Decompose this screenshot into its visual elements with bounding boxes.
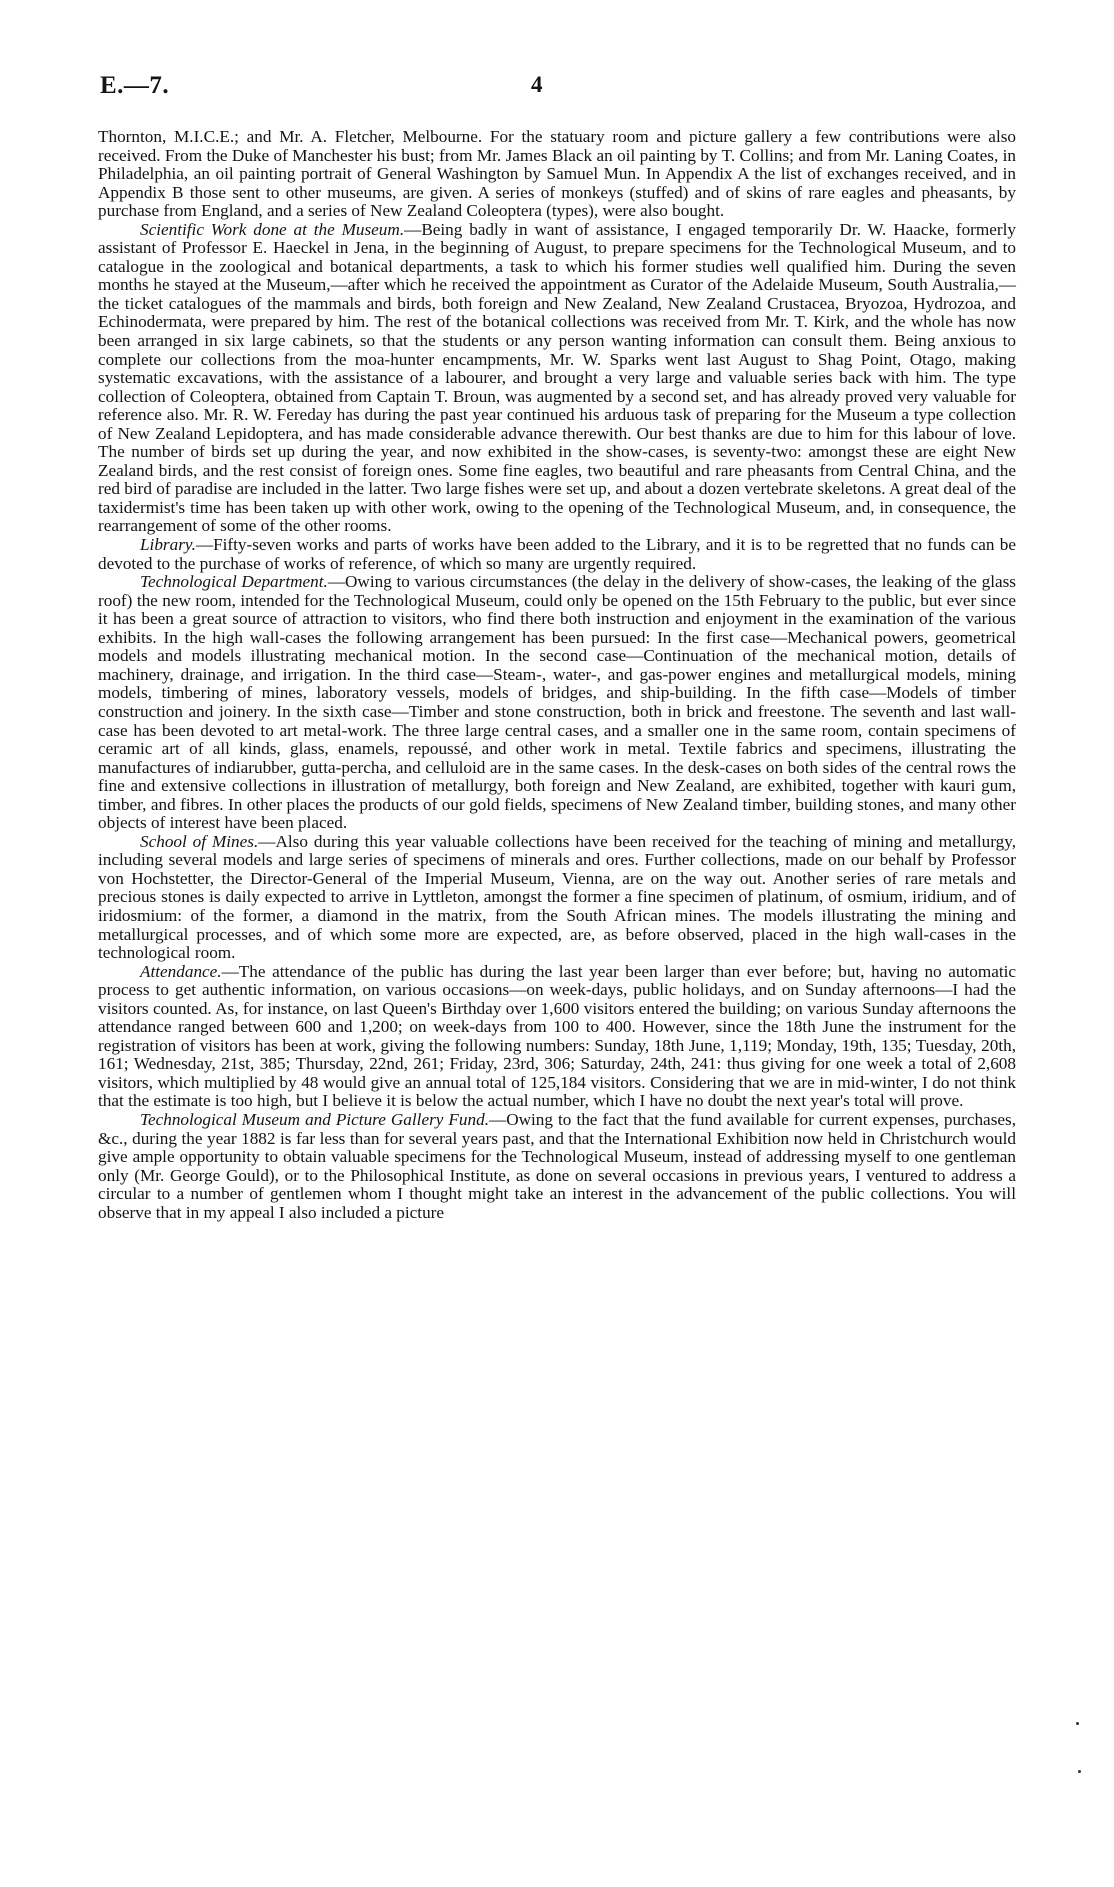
paragraph-text: —Fifty-seven works and parts of works have been added to the Library, and it is to be regretted that no funds can be devoted to the purchase of works of reference, of which so many are urgently required. bbox=[98, 535, 1016, 573]
report-code: E.—7. bbox=[100, 72, 170, 99]
paragraph-fund bbox=[98, 1111, 1016, 1222]
section-lead-attendance: Attendance. bbox=[140, 961, 222, 981]
paragraph-attendance bbox=[98, 963, 1016, 1111]
print-speck bbox=[1078, 1770, 1081, 1773]
paragraph-text: —Owing to the fact that the fund available for current expenses, purchases, &c., during the year 1882 is far less than for several years past, and that the International Exhibition now held in Christchurch would give ample opportunity to obtain valuable specimens for the Technological Museum, instead of addressing myself to one gentleman only (Mr. George Gould), or to the Philosophical Institute, as done on several occasions in previous years, I ventured to address a circular to a number of gentlemen whom I thought might take an interest in the advancement of the public collections. You will observe that in my appeal I also included a picture bbox=[98, 1109, 1016, 1222]
paragraph-acquisitions bbox=[98, 128, 1016, 221]
print-speck bbox=[1076, 1722, 1079, 1725]
paragraph-school-of-mines bbox=[98, 833, 1016, 963]
page-header bbox=[96, 72, 1018, 112]
page-number: 4 bbox=[531, 72, 543, 97]
section-lead-fund: Technological Museum and Picture Gallery Fund. bbox=[140, 1109, 490, 1129]
paragraph-text: —Also during this year valuable collections have been received for the teaching of mining and metallurgy, including several models and large series of specimens of minerals and ores. Further collections, made on our behalf by Professor von Hochstetter, the Director-General of the Imperial Museum, Vienna, are on the way out. Another series of rare metals and precious stones is daily expected to arrive in Lyttleton, amongst the former a fine specimen of platinum, of osmium, iridium, and of iridosmium: of the former, a diamond in the matrix, from the South African mines. The models illustrating the mining and metallurgical processes, and of which some more are expected, are, as before observed, placed in the high wall-cases in the technological room. bbox=[98, 831, 1016, 963]
paragraph-text: Thornton, M.I.C.E.; and Mr. A. Fletcher, Melbourne. For the statuary room and picture gallery a few contributions were also received. From the Duke of Manchester his bust; from Mr. James Black an oil painting by T. Collins; and from Mr. Laning Coates, in Philadelphia, an oil painting portrait of General Washington by Samuel Mun. In Appendix A the list of exchanges received, and in Appendix B those sent to other museums, are given. A series of monkeys (stuffed) and of skins of rare eagles and pheasants, by purchase from England, and a series of New Zealand Coleoptera (types), were also bought. bbox=[98, 127, 1016, 221]
section-lead-library: Library. bbox=[140, 535, 196, 555]
paragraph-text: —Being badly in want of assistance, I engaged temporarily Dr. W. Haacke, formerly assistant of Professor E. Haeckel in Jena, in the beginning of August, to prepare specimens for the Technological Museum, and to catalogue in the zoological and botanical departments, a task to which his former studies well qualified him. During the seven months he stayed at the Museum,—after which he received the appointment as Curator of the Adelaide Museum, South Australia,—the ticket catalogues of the mammals and birds, both foreign and New Zealand, New Zealand Crustacea, Bryozoa, Hydrozoa, and Echinodermata, were prepared by him. The rest of the botanical collections was received from Mr. T. Kirk, and the whole has now been arranged in six large cabinets, so that the students or any person wanting information can consult them. Being anxious to complete our collections from the moa-hunter encampments, Mr. W. Sparks went last August to Shag Point, Otago, making systematic excavations, with the assistance of a labourer, and brought a very large and valuable series back with him. The type collection of Coleoptera, obtained from Captain T. Broun, was augmented by a second set, and has already proved very valuable for reference also. Mr. R. W. Fereday has during the past year continued his arduous task of preparing for the Museum a type collection of New Zealand Lepidoptera, and has made considerable advance therewith. Our best thanks are due to him for this labour of love. The number of birds set up during the year, and now exhibited in the show-cases, is seventy-two: amongst these are eight New Zealand birds, and the rest consist of foreign ones. Some fine eagles, two beautiful and rare pheasants from Central China, and the red bird of paradise are included in the latter. Two large fishes were set up, and about a dozen vertebrate skeletons. A great deal of the taxidermist's time has been taken up with other work, owing to the opening of the Technological Museum, and, in consequence, the rearrangement of some of the other rooms. bbox=[98, 219, 1016, 536]
section-lead-scientific-work: Scientific Work done at the Museum. bbox=[140, 219, 405, 239]
section-lead-technological-department: Technological Department. bbox=[140, 572, 328, 592]
paragraph-library bbox=[98, 536, 1016, 573]
paragraph-text: —Owing to various circumstances (the delay in the delivery of show-cases, the leaking of the glass roof) the new room, intended for the Technological Museum, could only be opened on the 15th February to the public, but ever since it has been a great source of attraction to visitors, who find there both instruction and enjoyment in the examination of the various exhibits. In the high wall-cases the following arrangement has been pursued: In the first case—Mechanical powers, geometrical models and models illustrating mechanical motion. In the second case—Continuation of the mechanical motion, details of machinery, drainage, and irrigation. In the third case—Steam-, water-, and gas-power engines and metallurgical models, mining models, timbering of mines, laboratory vessels, models of bridges, and ship-building. In the fifth case—Models of timber construction and joinery. In the sixth case—Timber and stone construction, both in brick and freestone. The seventh and last wall-case has been devoted to art metal-work. The three large central cases, and a smaller one in the same room, contain specimens of ceramic art of all kinds, glass, enamels, repoussé, and other work in metal. Textile fabrics and specimens, illustrating the manufactures of indiarubber, gutta-percha, and celluloid are in the same cases. In the desk-cases on both sides of the central rows the fine and extensive collections in illustration of metallurgy, both foreign and New Zealand, are exhibited, together with kauri gum, timber, and fibres. In other places the products of our gold fields, specimens of New Zealand timber, building stones, and many other objects of interest have been placed. bbox=[98, 572, 1016, 833]
paragraph-scientific-work bbox=[98, 221, 1016, 536]
body-text bbox=[98, 128, 1016, 1222]
paragraph-text: —The attendance of the public has during the last year been larger than ever before; but, having no automatic process to get authentic information, on various occasions—on week-days, public holidays, and on Sunday afternoons—I had the visitors counted. As, for instance, on last Queen's Birthday over 1,600 visitors entered the building; on various Sunday afternoons the attendance ranged between 600 and 1,200; on week-days from 100 to 400. However, since the 18th June the instrument for the registration of visitors has been at work, giving the following numbers: Sunday, 18th June, 1,119; Monday, 19th, 135; Tuesday, 20th, 161; Wednesday, 21st, 385; Thursday, 22nd, 261; Friday, 23rd, 306; Saturday, 24th, 241: thus giving for one week a total of 2,608 visitors, which multiplied by 48 would give an annual total of 125,184 visitors. Considering that we are in mid-winter, I do not think that the estimate is too high, but I believe it is below the actual number, which I have no doubt the next year's total will prove. bbox=[98, 961, 1016, 1111]
paragraph-technological-department bbox=[98, 573, 1016, 833]
section-lead-school-of-mines: School of Mines. bbox=[140, 831, 259, 851]
